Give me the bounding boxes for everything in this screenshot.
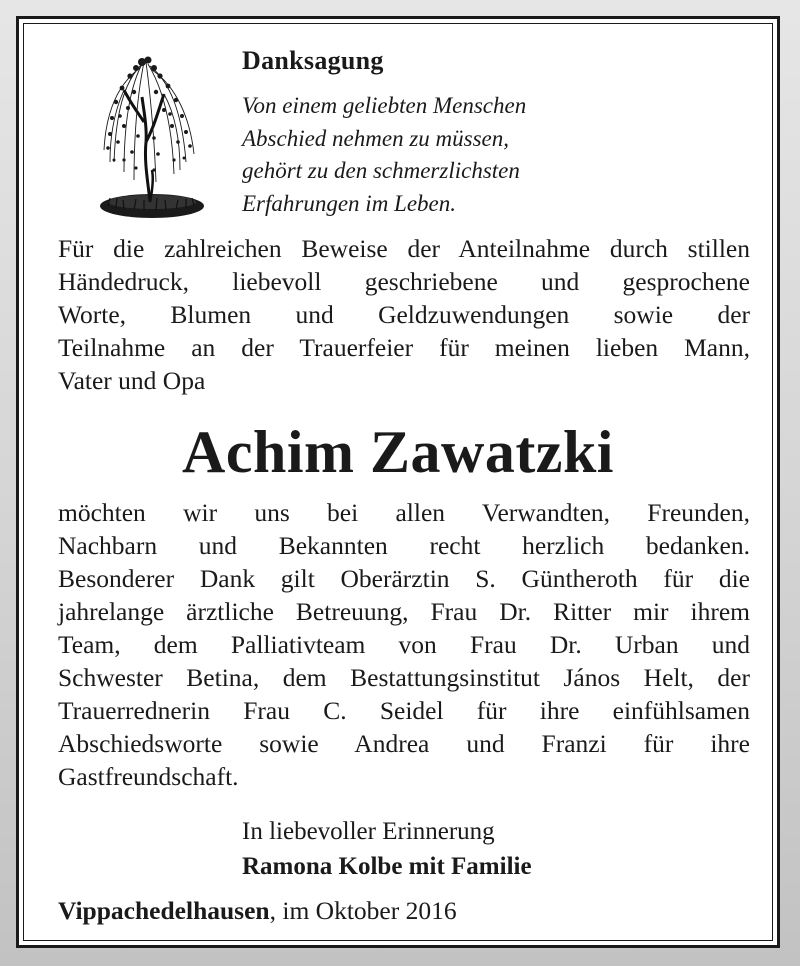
notice-heading: Danksagung xyxy=(242,46,384,75)
remembrance-text: In liebevoller Erinnerung xyxy=(242,818,495,845)
closing-block xyxy=(242,814,532,884)
notice-inner-frame xyxy=(23,23,773,941)
thanks-line: Nachbarn und Bekannten recht herzlich bedanken. xyxy=(58,531,750,560)
intro-line: Teilnahme an der Trauerfeier für meinen lieben Mann, xyxy=(58,333,750,362)
thanks-paragraph xyxy=(58,496,750,793)
signature: Ramona Kolbe mit Familie xyxy=(242,853,532,880)
poem-line: Erfahrungen im Leben. xyxy=(242,190,457,216)
thanks-line: Schwester Betina, dem Bestattungsinstitut János Helt, der xyxy=(58,663,750,692)
poem-line: Abschied nehmen zu müssen, xyxy=(242,125,510,151)
thanks-line: Trauerrednerin Frau C. Seidel für ihre einfühlsamen xyxy=(58,696,750,725)
intro-line: Händedruck, liebevoll geschriebene und gesprochene xyxy=(58,267,750,296)
thanks-line: Gastfreundschaft. xyxy=(58,762,239,791)
intro-line: Vater und Opa xyxy=(58,366,206,395)
poem-line: gehört zu den schmerzlichsten xyxy=(242,158,520,183)
thanks-line: möchten wir uns bei allen Verwandten, Freunden, xyxy=(58,498,750,527)
place-date-line xyxy=(58,894,457,927)
thanks-line: jahrelange ärztliche Betreuung, Frau Dr. Ritter mir ihrem xyxy=(58,597,750,626)
poem-block xyxy=(242,90,526,220)
poem-line: Von einem geliebten Menschen xyxy=(242,93,527,118)
thanks-line: Abschiedsworte sowie Andrea und Franzi für ihre xyxy=(58,729,750,758)
weeping-willow-icon xyxy=(94,42,206,224)
place-name: Vippachedelhausen xyxy=(58,896,270,925)
thanks-line: Team, dem Palliativteam von Frau Dr. Urban und xyxy=(58,630,750,659)
intro-line: Für die zahlreichen Beweise der Anteilnahme durch stillen xyxy=(58,234,750,263)
deceased-name: Achim Zawatzki xyxy=(182,419,614,485)
intro-line: Worte, Blumen und Geldzuwendungen sowie der xyxy=(58,300,750,329)
notice-outer-frame xyxy=(16,16,780,948)
thanks-line: Besonderer Dank gilt Oberärztin S. Güntheroth für die xyxy=(58,564,750,593)
intro-paragraph xyxy=(58,232,750,397)
date-text: , im Oktober 2016 xyxy=(269,896,457,925)
